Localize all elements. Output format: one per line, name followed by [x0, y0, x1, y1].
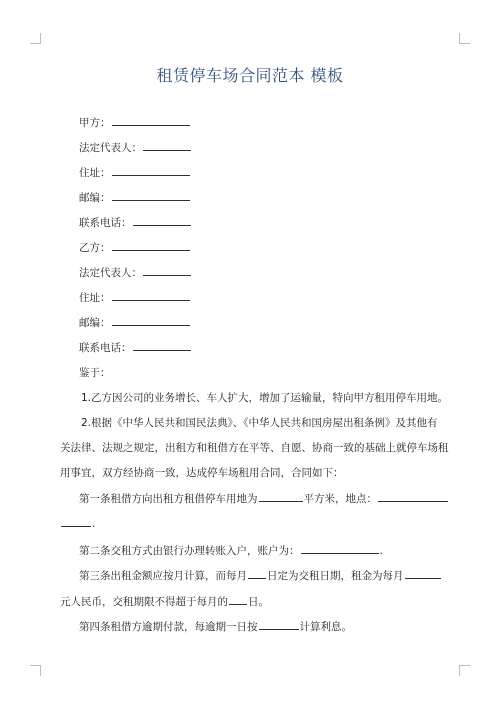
- article-4-line: [79, 619, 352, 634]
- party-a-postcode-line: [79, 190, 191, 205]
- article-1-line-1: [79, 491, 449, 506]
- article-3-rent-blank[interactable]: [405, 568, 441, 579]
- article-3-text-c: 元人民币，交租期限不得超于每月的: [60, 596, 228, 608]
- party-b-phone-label: 联系电话：: [79, 342, 132, 354]
- article-2-account-blank[interactable]: [301, 543, 379, 554]
- clause-1: 1.乙方因公司的业务增长、车人扩大，增加了运输量，特向甲方租用停车用地。: [81, 392, 449, 404]
- article-1-location-blank[interactable]: [378, 491, 448, 502]
- article-1-text-a: 第一条租借方向出租方租借停车用地为: [79, 493, 258, 505]
- article-3-line-1: [79, 568, 442, 583]
- article-4-text-b: 计算利息。: [299, 621, 352, 633]
- crop-mark-top-left: [30, 33, 41, 44]
- party-b-postcode-line: [79, 315, 191, 330]
- article-3-line-2: [60, 594, 269, 609]
- party-a-postcode-label: 邮编：: [79, 192, 111, 204]
- article-3-deadline-blank[interactable]: [229, 594, 247, 605]
- article-2-line: [79, 543, 383, 558]
- party-a-rep-label: 法定代表人：: [79, 142, 142, 154]
- article-2-end: .: [379, 545, 383, 557]
- article-3-day-blank[interactable]: [248, 568, 266, 579]
- party-b-rep-blank[interactable]: [143, 265, 191, 276]
- party-b-rep-line: [79, 265, 192, 280]
- crop-mark-bottom-right: [459, 665, 470, 676]
- party-a-phone-line: [79, 215, 192, 230]
- article-1-end: .: [92, 518, 96, 530]
- party-a-phone-blank[interactable]: [133, 215, 191, 226]
- party-a-phone-label: 联系电话：: [79, 217, 132, 229]
- whereas-heading: 鉴于：: [79, 367, 111, 379]
- clause-2-line-3: 用事宜，双方经协商一致，达成停车场租用合同，合同如下：: [60, 467, 344, 479]
- article-4-text-a: 第四条租借方逾期付款，每逾期一日按: [79, 621, 258, 633]
- party-a-line: [79, 115, 191, 130]
- party-b-label: 乙方：: [79, 242, 111, 254]
- document-title: 租赁停车场合同范本 模板: [156, 66, 344, 85]
- party-b-phone-line: [79, 340, 192, 355]
- party-a-blank[interactable]: [112, 115, 190, 126]
- crop-mark-top-right: [459, 33, 470, 44]
- party-b-address-label: 住址：: [79, 292, 111, 304]
- article-1-area-blank[interactable]: [259, 491, 303, 502]
- article-3-text-a: 第三条出租金额应按月计算，而每月: [79, 570, 247, 582]
- party-b-phone-blank[interactable]: [133, 340, 191, 351]
- clause-2-line-2: 关法律、法规之规定，出租方和租借方在平等、自愿、协商一致的基础上就停车场租: [60, 442, 449, 454]
- article-2-text: 第二条交租方式由银行办理转账入户，账户为：: [79, 545, 300, 557]
- party-b-address-line: [79, 290, 191, 305]
- party-b-postcode-label: 邮编：: [79, 317, 111, 329]
- party-b-blank[interactable]: [112, 240, 190, 251]
- party-a-address-label: 住址：: [79, 167, 111, 179]
- party-a-rep-blank[interactable]: [143, 140, 191, 151]
- article-1-location-blank-cont[interactable]: [61, 516, 91, 527]
- clause-2-line-1: 2.根据《中华人民共和国民法典》、《中华人民共和国房屋出租条例》及其他有: [81, 417, 438, 429]
- party-b-postcode-blank[interactable]: [112, 315, 190, 326]
- article-4-rate-blank[interactable]: [259, 619, 299, 630]
- article-1-line-2: [60, 516, 95, 531]
- crop-mark-bottom-left: [30, 665, 41, 676]
- party-a-address-blank[interactable]: [112, 165, 190, 176]
- party-b-address-blank[interactable]: [112, 290, 190, 301]
- article-1-text-b: 平方米，地点：: [303, 493, 377, 505]
- party-a-label: 甲方：: [79, 117, 111, 129]
- party-b-line: [79, 240, 191, 255]
- party-a-address-line: [79, 165, 191, 180]
- article-3-text-d: 日。: [248, 596, 269, 608]
- party-b-rep-label: 法定代表人：: [79, 267, 142, 279]
- party-a-rep-line: [79, 140, 192, 155]
- party-a-postcode-blank[interactable]: [112, 190, 190, 201]
- article-3-text-b: 日定为交租日期，租金为每月: [267, 570, 404, 582]
